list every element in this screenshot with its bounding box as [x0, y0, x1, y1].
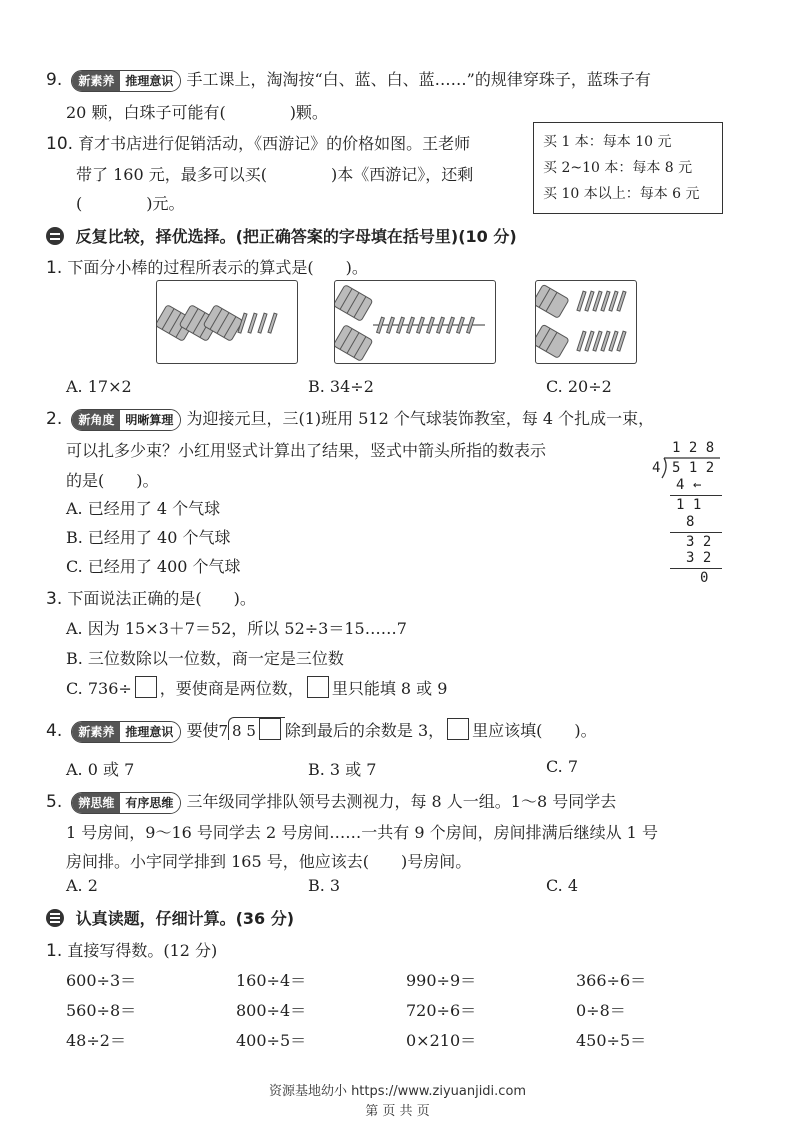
s2q5-tag-primary: 辨思维	[72, 793, 120, 813]
s3q1-number: 1.	[46, 941, 63, 961]
q10-text-line3: ( )元。	[76, 194, 185, 213]
calc-item: 160÷4＝	[236, 971, 307, 990]
calc-item: 366÷6＝	[576, 971, 647, 990]
division-row: 3 2	[686, 550, 712, 566]
s2q2-text-line2: 可以扎多少束？小红用竖式计算出了结果，竖式中箭头所指的数表示	[66, 441, 547, 460]
s2q1-option-a: A. 17×2	[66, 377, 132, 396]
q9-number: 9.	[46, 70, 63, 90]
s2q4-line	[46, 717, 597, 743]
section3-header	[46, 906, 294, 929]
q9-text-line2: 20 颗，白珠子可能有( )颗。	[66, 103, 328, 122]
division-row: 0	[700, 570, 709, 586]
s2q3-number: 3.	[46, 589, 63, 609]
s2q3-option-b: B. 三位数除以一位数，商一定是三位数	[66, 649, 344, 668]
s2q5-tag-secondary: 有序思维	[120, 793, 180, 813]
s2q3-text: 下面说法正确的是( )。	[67, 589, 256, 608]
s2q2-tag-secondary: 明晰算理	[120, 410, 180, 430]
calc-item: 720÷6＝	[406, 1001, 477, 1020]
s2q3-optc-mid: ，要使商是两位数，	[159, 679, 304, 698]
q9-tag-primary: 新素养	[72, 71, 120, 91]
section3-number-icon	[46, 909, 64, 927]
q10-number: 10.	[46, 134, 74, 154]
q9-text-line1: 手工课上，淘淘按“白、蓝、白、蓝……”的规律穿珠子，蓝珠子有	[186, 70, 651, 89]
stick-bundles-icon	[157, 281, 297, 363]
s2q4-option-a: A. 0 或 7	[66, 760, 135, 779]
s2q2-text-line3: 的是( )。	[66, 471, 159, 490]
stick-picture-3	[535, 280, 637, 364]
s2q5-text-line2: 1 号房间，9～16 号同学去 2 号房间……一共有 9 个房间，房间排满后继续从 1 号	[66, 823, 658, 842]
division-line	[670, 568, 722, 569]
s2q4-division-bracket	[228, 717, 285, 740]
s2q2-tag	[71, 409, 181, 431]
s2q4-option-b: B. 3 或 7	[308, 760, 377, 779]
s2q3-optc-post: 里只能填 8 或 9	[331, 679, 448, 698]
division-divisor: 4	[652, 460, 661, 476]
s2q4-tag-primary: 新素养	[72, 722, 120, 742]
s2q4-option-c: C. 7	[546, 757, 579, 776]
footer-watermark: 资源基地幼小 https://www.ziyuanjidi.com	[268, 1084, 527, 1099]
s2q4-mid: 除到最后的余数是 3，	[284, 721, 445, 740]
calc-item: 990÷9＝	[406, 971, 477, 990]
s2q4-tag-secondary: 推理意识	[120, 722, 180, 742]
s2q3-line	[46, 586, 256, 609]
stick-picture-1	[156, 280, 298, 364]
price-box	[533, 122, 723, 214]
stick-groups-icon	[536, 281, 636, 363]
s2q2-option-c: C. 已经用了 400 个气球	[66, 557, 241, 576]
q10-text-line1: 育才书店进行促销活动，《西游记》的价格如图。王老师	[78, 134, 471, 153]
s2q5-text-line1: 三年级同学排队领号去测视力，每 8 人一组。1～8 号同学去	[186, 792, 617, 811]
s2q5-option-c: C. 4	[546, 876, 579, 895]
s2q1-option-c: C. 20÷2	[546, 377, 612, 396]
s2q5-option-a: A. 2	[66, 876, 98, 895]
s2q4-number: 4.	[46, 721, 63, 741]
blank-box	[259, 718, 281, 740]
calc-item: 400÷5＝	[236, 1031, 307, 1050]
calc-item: 560÷8＝	[66, 1001, 137, 1020]
s2q5-text-line3: 房间排。小宇同学排到 165 号，他应该去( )号房间。	[66, 852, 472, 871]
division-quotient: 1 2 8	[672, 440, 715, 456]
s2q5-option-b: B. 3	[308, 876, 341, 895]
q10-text-line2: 带了 160 元，最多可以买( )本《西游记》，还剩	[76, 165, 474, 184]
blank-box	[135, 676, 157, 698]
s2q5-number: 5.	[46, 792, 63, 812]
s2q5-line1	[46, 789, 616, 814]
s2q2-text-line1: 为迎接元旦，三(1)班用 512 个气球装饰教室，每 4 个扎成一束，	[186, 409, 655, 428]
division-line	[670, 495, 722, 496]
q9-line1	[46, 67, 651, 92]
q9-tag	[71, 70, 181, 92]
s2q3-option-a: A. 因为 15×3＋7＝52，所以 52÷3＝15……7	[66, 619, 407, 638]
division-row: 3 2	[686, 534, 712, 550]
calc-item: 0÷8＝	[576, 1001, 626, 1020]
price-row: 买 2~10 本：每本 8 元	[543, 160, 693, 176]
s2q4-divisor: 7	[218, 722, 229, 740]
blank-box	[307, 676, 329, 698]
s2q2-option-a: A. 已经用了 4 个气球	[66, 499, 221, 518]
s3q1-line	[46, 938, 217, 961]
price-row: 买 1 本：每本 10 元	[543, 134, 672, 150]
s2q5-tag	[71, 792, 181, 814]
section2-number-icon	[46, 227, 64, 245]
s3q1-text: 直接写得数。(12 分)	[67, 941, 218, 960]
s2q2-option-b: B. 已经用了 40 个气球	[66, 528, 231, 547]
q10-line1	[46, 131, 470, 154]
s2q2-tag-primary: 新角度	[72, 410, 120, 430]
s2q4-post: 里应该填( )。	[472, 721, 597, 740]
section2-header	[46, 224, 517, 247]
calc-item: 800÷4＝	[236, 1001, 307, 1020]
division-line	[670, 532, 722, 533]
footer-page: 第 页 共 页	[365, 1104, 430, 1119]
calc-item: 450÷5＝	[576, 1031, 647, 1050]
s2q1-option-b: B. 34÷2	[308, 377, 374, 396]
blank-box	[447, 718, 469, 740]
section2-title: 反复比较，择优选择。(把正确答案的字母填在括号里)(10 分)	[75, 227, 517, 246]
price-row: 买 10 本以上：每本 6 元	[543, 186, 700, 202]
division-row: 8	[686, 514, 695, 530]
division-dividend: 5 1 2	[672, 460, 715, 476]
s2q3-optc-pre: C. 736÷	[66, 679, 132, 698]
s2q2-line1	[46, 406, 654, 431]
division-arrow-icon: ←	[693, 477, 702, 493]
s2q1-number: 1.	[46, 258, 63, 278]
s2q3-option-c	[66, 676, 447, 699]
s2q4-dividend: 8 5	[232, 722, 256, 740]
stick-picture-2	[334, 280, 496, 364]
section3-title: 认真读题，仔细计算。(36 分)	[75, 909, 295, 928]
calc-item: 48÷2＝	[66, 1031, 126, 1050]
s2q4-pre: 要使	[186, 721, 219, 740]
division-row: 4	[676, 477, 685, 493]
stick-split-icon	[335, 281, 495, 363]
calc-item: 0×210＝	[406, 1031, 477, 1050]
s2q1-line	[46, 255, 368, 278]
s2q1-text: 下面分小棒的过程所表示的算式是( )。	[67, 258, 368, 277]
division-row: 1 1	[676, 497, 702, 513]
calc-item: 600÷3＝	[66, 971, 137, 990]
s2q4-tag	[71, 721, 181, 743]
q9-tag-secondary: 推理意识	[120, 71, 180, 91]
s2q2-number: 2.	[46, 409, 63, 429]
